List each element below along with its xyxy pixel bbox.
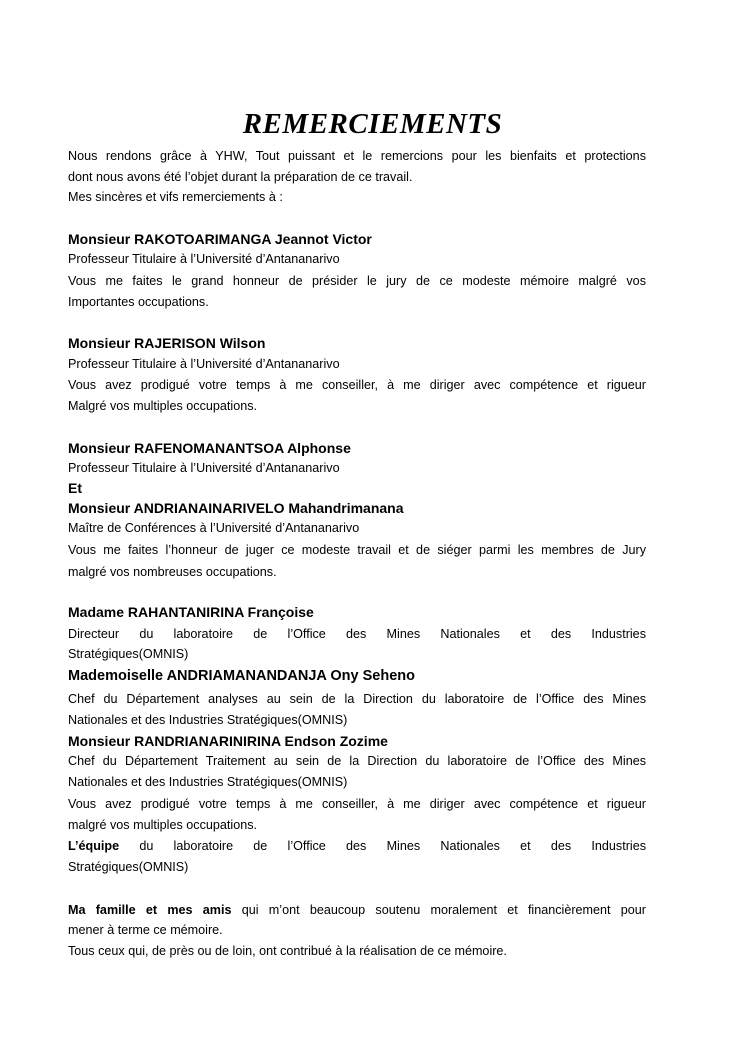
thanks-role: Stratégiques(OMNIS) (68, 647, 189, 661)
thanks-text: Vous avez prodigué votre temps à me conseiller, à me diriger avec compétence et rigueur (68, 797, 646, 811)
thanks-name: Mademoiselle ANDRIAMANANDANJA Ony Seheno (68, 668, 415, 684)
thanks-role: Directeur du laboratoire de l’Office des Mines Nationales et des Industries (68, 627, 646, 641)
equipe-line (68, 836, 646, 856)
intro-line: dont nous avons été l’objet durant la préparation de ce travail. (68, 170, 413, 184)
thanks-name: Madame RAHANTANIRINA Françoise (68, 604, 314, 620)
equipe-rest: du laboratoire de l’Office des Mines Nationales et des Industries (119, 839, 646, 853)
thanks-text: Vous avez prodigué votre temps à me conseiller, à me diriger avec compétence et rigueur (68, 378, 646, 392)
family-bold: Ma famille et mes amis (68, 903, 232, 917)
thanks-role: Maître de Conférences à l’Université d’Antananarivo (68, 521, 360, 535)
thanks-role: Chef du Département Traitement au sein de la Direction du laboratoire de l’Office des Mines (68, 754, 646, 768)
closing-line: Tous ceux qui, de près ou de loin, ont contribué à la réalisation de ce mémoire. (68, 944, 507, 958)
thanks-text: Importantes occupations. (68, 295, 209, 309)
intro-line: Mes sincères et vifs remerciements à : (68, 190, 283, 204)
thanks-role: Nationales et des Industries Stratégiques(OMNIS) (68, 713, 348, 727)
intro-line: Nous rendons grâce à YHW, Tout puissant et le remercions pour les bienfaits et protections (68, 149, 646, 163)
thanks-text: Malgré vos multiples occupations. (68, 399, 257, 413)
family-line: mener à terme ce mémoire. (68, 923, 223, 937)
thanks-name: Monsieur RANDRIANARINIRINA Endson Zozime (68, 733, 388, 749)
thanks-name: Monsieur RAFENOMANANTSOA Alphonse (68, 440, 351, 456)
family-rest: qui m’ont beaucoup soutenu moralement et financièrement pour (231, 903, 646, 917)
thanks-role: Professeur Titulaire à l’Université d’Antananarivo (68, 357, 340, 371)
thanks-name: Monsieur RAJERISON Wilson (68, 335, 266, 351)
thanks-role: Nationales et des Industries Stratégiques(OMNIS) (68, 775, 348, 789)
family-line (68, 900, 646, 920)
thanks-name: Monsieur RAKOTOARIMANGA Jeannot Victor (68, 231, 372, 247)
page-title: REMERCIEMENTS (242, 108, 503, 140)
equipe-line: Stratégiques(OMNIS) (68, 860, 189, 874)
thanks-text: Vous me faites l’honneur de juger ce modeste travail et de siéger parmi les membres de Jury (68, 543, 646, 557)
equipe-bold: L’équipe (68, 839, 120, 853)
thanks-conjunction: Et (68, 480, 82, 496)
thanks-text: Vous me faites le grand honneur de présider le jury de ce modeste mémoire malgré vos (68, 274, 646, 288)
thanks-name: Monsieur ANDRIANAINARIVELO Mahandrimanana (68, 500, 404, 516)
thanks-role: Chef du Département analyses au sein de la Direction du laboratoire de l’Office des Mines (68, 692, 646, 706)
thanks-role: Professeur Titulaire à l’Université d’Antananarivo (68, 461, 340, 475)
thanks-role: Professeur Titulaire à l’Université d’Antananarivo (68, 252, 340, 266)
thanks-text: malgré vos multiples occupations. (68, 818, 257, 832)
thanks-text: malgré vos nombreuses occupations. (68, 565, 277, 579)
